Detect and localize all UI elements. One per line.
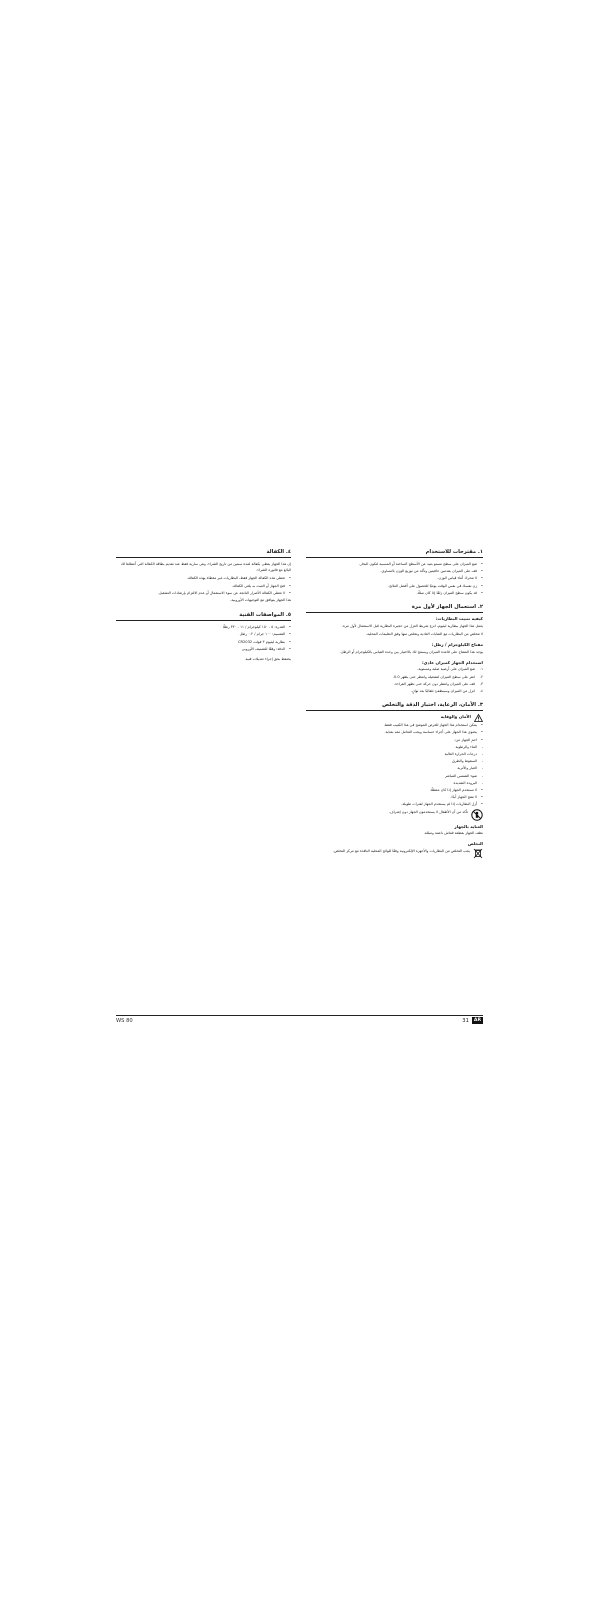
list-item: • احمِ الجهاز من: bbox=[454, 737, 483, 742]
subheading-normal-use: استخدام الجهاز كميزان عادي: bbox=[421, 659, 483, 665]
list-item: • قف على الميزان بقدمين حافيتين وتأكد من توزيع الوزن بالتساوي. bbox=[380, 569, 483, 574]
list-item: • لا تفتح الجهاز أبدًا. bbox=[450, 795, 483, 800]
list-item: • لا تغطي الكفالة الأضرار الناتجة عن سوء الاستعمال أو عدم الالتزام بإرشادات التشغيل. bbox=[157, 590, 291, 595]
footer-page-info bbox=[462, 1017, 483, 1024]
paragraph: يوجد هذا المفتاح على قاعدة الميزان ويسمح لك بالاختيار بين وحدة القياس بالكيلوجرام أو الرطل. bbox=[339, 649, 483, 654]
paragraph: يحتفظ بحق إجراء تعديلات فنية. bbox=[244, 657, 291, 662]
right-column bbox=[306, 548, 483, 859]
step-item: ١. ضع الميزان على أرضية صلبة ومستوية. bbox=[417, 667, 483, 672]
list-item: • يمكن استخدام هذا الجهاز للغرض الموضح في هذا الكتيب فقط. bbox=[383, 723, 483, 728]
warning-triangle-icon bbox=[474, 714, 483, 722]
subheading-disposal: التخلص bbox=[467, 841, 483, 847]
list-item: - الغبار والأتربة bbox=[457, 766, 483, 771]
children-warning-row bbox=[306, 809, 483, 821]
list-item: • بطارية ليثيوم ٣ فولت CR2032 bbox=[238, 639, 291, 644]
children-warning-text: تأكد من أن الأطفال لا يستخدمون الجهاز دون إشراف. bbox=[388, 809, 468, 814]
subheading-unit-switch: مفتاح الكيلوجرام / رطل: bbox=[431, 642, 483, 648]
list-item: - الماء والرطوبة bbox=[455, 744, 483, 749]
step-item: ٣. قف على الميزان وانتظر دون حركة حتى تظهر القراءة. bbox=[394, 681, 483, 686]
footer-rule bbox=[116, 1015, 483, 1016]
section-title-warranty: ٤. الكفالة bbox=[116, 548, 291, 558]
paragraph: لا تتخلص من البطاريات مع النفايات العادية وتخلص منها وفق التعليمات المحلية. bbox=[366, 631, 483, 636]
page-number: 31 bbox=[462, 1017, 469, 1024]
paragraph: نظف الجهاز بقطعة قماش ناعمة ومبللة. bbox=[423, 831, 483, 836]
section-title-usage: ١. مقترحات للاستخدام bbox=[306, 548, 483, 558]
list-item: • الدقة: وفقًا للتصنيف الأوروبي bbox=[241, 646, 291, 651]
language-badge: AR bbox=[473, 1018, 481, 1023]
list-item: • زن نفسك في نفس الوقت يوميًا للحصول على أفضل النتائج. bbox=[388, 583, 483, 588]
paragraph: يعمل هذا الجهاز ببطارية ليثيوم، انزع شريط العزل من حجيرة البطارية قبل الاستعمال لأول مرة. bbox=[341, 623, 483, 628]
subheading-safety: الأمان والوقاية bbox=[440, 714, 471, 720]
list-item: • تغطي هذه الكفالة الجهاز فقط، البطاريات غير مغطاة بهذه الكفالة. bbox=[186, 576, 291, 581]
list-item: • القدرة: ٥ - ١٥٠ كيلوجرام / ١١ - ٣٣٠ رطلًا bbox=[222, 625, 291, 630]
list-item: • يحتوي هذا الجهاز على أجزاء حساسة ويجب التعامل معه بعناية. bbox=[384, 730, 483, 735]
step-item: ٤. انزل من الميزان وسينطفئ تلقائيًا بعد ثوانٍ. bbox=[410, 689, 483, 694]
section-title-safety: ٣. الأمان، الرعاية، اختبار الدقة والتخلص bbox=[306, 701, 483, 711]
paragraph: هذا الجهاز يتوافق مع التوجيهات الأوروبية. bbox=[230, 598, 291, 603]
disposal-text: يجب التخلص من البطاريات والأجهزة الإلكترونية وفقًا للوائح المحلية النافذة مع مركز التخلص. bbox=[332, 849, 470, 854]
step-item: ٢. انقر على سطح الميزان لتشغيله وانتظر حتى يظهر 0.0. bbox=[392, 674, 483, 679]
safety-heading-row bbox=[306, 714, 483, 722]
section-title-specs: ٥. المواصفات الفنية bbox=[116, 611, 291, 621]
list-item: • أزل البطاريات إذا لم يستخدم الجهاز لفترات طويلة. bbox=[401, 802, 483, 807]
list-item: • لا تتحرك أثناء قياس الوزن. bbox=[437, 576, 483, 581]
crossed-bin-icon bbox=[473, 848, 483, 859]
no-children-icon bbox=[471, 809, 483, 821]
paragraph: إن هذا الجهاز يعطى بكفالة لمدة سنتين من تاريخ الشراء، وهي سارية فقط عند تقديم بطاقة الكفالة التي أعطاها لك البائع مع فاتورة الشراء. bbox=[120, 562, 291, 573]
list-item: • فتح الجهاز أو العبث به يلغي الكفالة. bbox=[231, 583, 291, 588]
disposal-row bbox=[306, 848, 483, 859]
list-item: - البرودة الشديدة bbox=[453, 780, 483, 785]
list-item: • قد يكون سطح الميزان زلقًا إذا كان مبللًا. bbox=[416, 590, 483, 595]
list-item: • ضع الميزان على سطح مستو بعيد عن الأسطح الساخنة أو المسببة لتكون البخار. bbox=[358, 562, 483, 566]
section-title-first-use: ٢. استعمال الجهاز لأول مرة bbox=[306, 603, 483, 613]
list-item: - درجات الحرارة العالية bbox=[444, 752, 483, 757]
list-item: - ضوء الشمس المباشر bbox=[444, 773, 483, 778]
list-item: • لا تستخدم الجهاز إذا كان معطلًا. bbox=[429, 788, 483, 793]
subheading-batteries: كيفية تثبيت البطاريات: bbox=[435, 616, 483, 622]
subheading-care: العناية بالجهاز bbox=[454, 823, 483, 829]
list-item: • التقسيم: ١٠٠ جرام / ٠.٢ رطل bbox=[239, 632, 291, 637]
footer-model: WS 80 bbox=[116, 1018, 133, 1024]
left-column bbox=[116, 548, 291, 664]
list-item: - السقوط والطرق bbox=[452, 759, 483, 764]
